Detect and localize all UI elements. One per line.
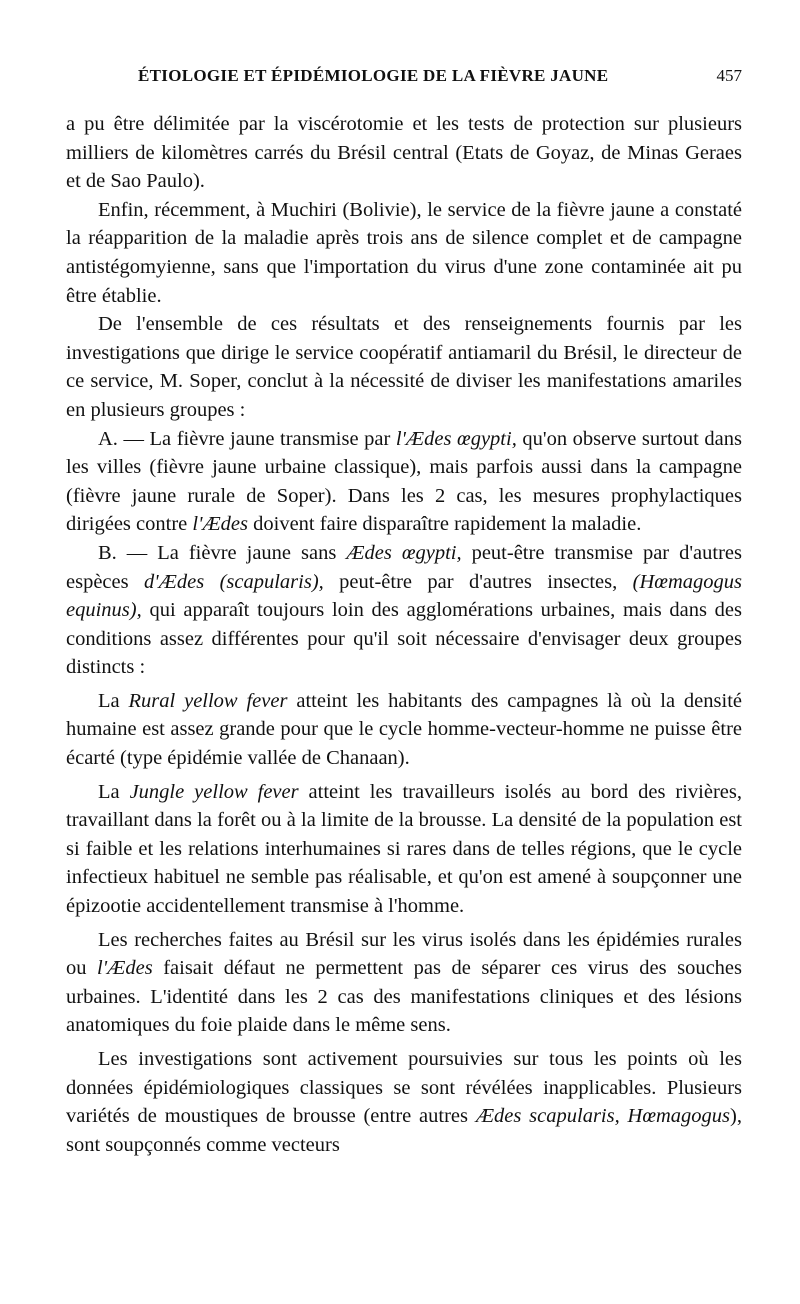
text-run: A. — La fièvre jaune transmise par: [98, 427, 396, 450]
running-header-title: ÉTIOLOGIE ET ÉPIDÉMIOLOGIE DE LA FIÈVRE JAUNE: [138, 66, 609, 85]
text-run: atteint les travailleurs isolés au bord des rivières, travaillant dans la forêt ou à la limite de la brousse. La densité de la population est si faible et les relations interhumaines si rares dans de telles régions, que le cycle infectieux habituel ne semble pas réalisable, et qu'on est amené à soupçonner une épizootie accidentellement transmise à l'homme.: [66, 780, 742, 918]
italic-term: Jungle yellow fever: [129, 780, 299, 803]
text-run: qu'on observe surtout dans les villes (fièvre jaune urbaine classique), mais parfois aussi dans la campagne (fièvre jaune rurale de Soper). Dans les 2 cas, les mesures prophylactiques dirigées contre: [66, 427, 742, 536]
text-run: Les recherches faites au Brésil sur les virus isolés dans les épidémies rurales ou: [66, 928, 742, 980]
paragraph-rural: [66, 687, 742, 773]
paragraph: [66, 110, 742, 196]
italic-term: l'Ædes: [97, 957, 153, 980]
italic-term: Ædes scapularis, Hœmagogus: [475, 1105, 731, 1128]
paragraph: [66, 310, 742, 424]
text-run: atteint les habitants des campagnes là où la densité humaine est assez grande pour que le cycle homme-vecteur-homme ne puisse être écarté (type épidémie vallée de Chanaan).: [66, 689, 742, 770]
paragraph-jungle: [66, 778, 742, 921]
text-run: De l'ensemble de ces résultats et des renseignements fournis par les investigations que dirige le service coopératif antiamaril du Brésil, le directeur de ce service, M. Soper, conclut à la nécessité de diviser les manifestations amariles en plusieurs groupes :: [66, 313, 742, 421]
italic-term: l'Ædes: [192, 513, 249, 536]
text-run: faisait défaut ne permettent pas de séparer ces virus des souches urbaines. L'identité dans les 2 cas des manifestations cliniques et des lésions anatomiques du foie plaide dans le même sens.: [66, 957, 743, 1037]
paragraph: [66, 926, 742, 1040]
paragraph-group-a: [66, 425, 742, 539]
text-run: Enfin, récemment, à Muchiri (Bolivie), le service de la fièvre jaune a constaté la réapparition de la maladie après trois ans de silence complet et de campagne antistégomyienne, sans que l'importation du virus d'une zone contaminée ait pu être établie.: [66, 198, 742, 307]
paragraph-group-b: [66, 539, 742, 682]
text-run: ), sont soupçonnés comme vecteurs: [66, 1105, 742, 1156]
text-run: a pu être délimitée par la viscérotomie et les tests de protection sur plusieurs milliers de kilomètres carrés du Brésil central (Etats de Goyaz, de Minas Geraes et de Sao Paulo).: [66, 113, 742, 193]
text-run: Les investigations sont activement poursuivies sur tous les points où les données épidémiologiques classiques se sont révélées inapplicables. Plusieurs variétés de moustiques de brousse (entre autres: [66, 1048, 742, 1128]
text-run: peut-être par d'autres insectes,: [323, 570, 633, 593]
text-run: La: [98, 689, 129, 712]
text-run: doivent faire disparaître rapidement la maladie.: [248, 513, 642, 536]
body-text: [66, 110, 742, 1159]
text-run: B. — La fièvre jaune sans: [98, 541, 347, 564]
running-header: [66, 66, 742, 88]
page-number: 457: [716, 66, 742, 85]
italic-term: l'Ædes œgypti,: [395, 427, 517, 450]
italic-term: Rural yellow fever: [128, 689, 288, 712]
text-run: qui apparaît toujours loin des agglomérations urbaines, mais dans des conditions assez différentes pour qu'il soit nécessaire d'envisager deux groupes distincts :: [66, 599, 742, 679]
italic-term: (Hœmagogus equinus),: [66, 570, 742, 622]
text-run: La: [98, 780, 130, 803]
italic-term: d'Ædes (scapularis),: [144, 570, 324, 593]
paragraph: [66, 196, 742, 310]
text-run: peut-être transmise par d'autres espèces: [66, 541, 742, 593]
italic-term: Ædes œgypti,: [346, 541, 462, 564]
paragraph: [66, 1045, 742, 1159]
